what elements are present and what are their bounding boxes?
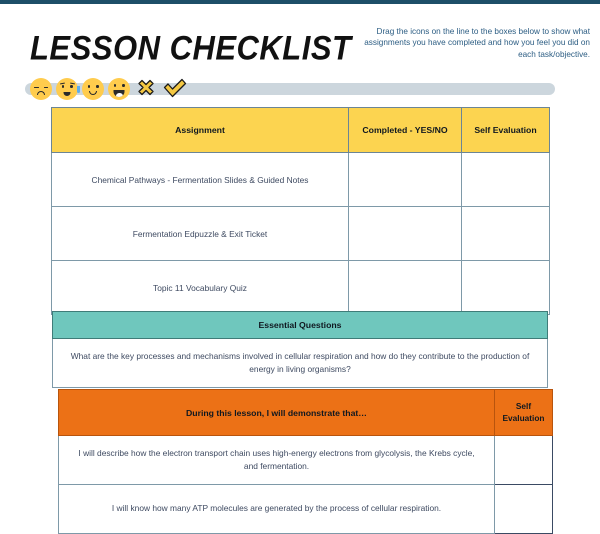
- icon-strip: [0, 76, 600, 102]
- draggable-icons-row: [30, 76, 186, 102]
- crying-face-icon[interactable]: [56, 78, 78, 100]
- sad-face-eye-right: [44, 85, 49, 88]
- table-row: [59, 485, 553, 534]
- completed-drop-cell[interactable]: [349, 153, 462, 207]
- crying-face-mouth: [64, 92, 71, 96]
- assignment-cell: Chemical Pathways - Fermentation Slides & Guided Notes: [52, 153, 349, 207]
- table-row: [52, 207, 550, 261]
- objective-self-evaluation-drop-cell[interactable]: [495, 436, 553, 485]
- completed-drop-cell[interactable]: [349, 207, 462, 261]
- assignment-table: [51, 107, 550, 315]
- sad-face-eye-left: [34, 85, 39, 88]
- happy-face-mouth: [114, 90, 125, 97]
- table-row: [52, 261, 550, 315]
- assignment-table-header-row: [52, 108, 550, 153]
- essential-questions-header-row: [53, 312, 548, 339]
- objective-cell: I will know how many ATP molecules are generated by the process of cellular respiration.: [59, 485, 495, 534]
- page-header: [0, 22, 600, 70]
- x-mark-icon[interactable]: [134, 77, 158, 101]
- completed-col-header: Completed - YES/NO: [349, 108, 462, 153]
- completed-drop-cell[interactable]: [349, 261, 462, 315]
- self-evaluation-drop-cell[interactable]: [462, 261, 550, 315]
- sad-face-icon[interactable]: [30, 78, 52, 100]
- happy-face-icon[interactable]: [108, 78, 130, 100]
- neutral-face-mouth: [89, 91, 97, 95]
- instructions-text: Drag the icons on the line to the boxes below to show what assignments you have completed and how you feel you did on each task/objective.: [364, 27, 590, 59]
- objective-self-evaluation-drop-cell[interactable]: [495, 485, 553, 534]
- table-row: [53, 339, 548, 388]
- self-evaluation-drop-cell[interactable]: [462, 153, 550, 207]
- assignment-cell: Topic 11 Vocabulary Quiz: [52, 261, 349, 315]
- self-evaluation-col-header: Self Evaluation: [462, 108, 550, 153]
- assignment-cell: Fermentation Edpuzzle & Exit Ticket: [52, 207, 349, 261]
- page-title: LESSON CHECKLIST: [30, 28, 352, 68]
- top-accent-bar: [0, 0, 600, 4]
- assignment-col-header: Assignment: [52, 108, 349, 153]
- sad-face-mouth: [37, 91, 45, 96]
- neutral-face-eye-left: [88, 85, 90, 88]
- essential-questions-body: What are the key processes and mechanisms involved in cellular respiration and how do they contribute to the production of energy in living organisms?: [53, 339, 548, 388]
- self-evaluation-drop-cell[interactable]: [462, 207, 550, 261]
- neutral-face-eye-right: [96, 85, 98, 88]
- crying-face-tear: [77, 86, 80, 93]
- happy-face-eye-right: [122, 84, 125, 87]
- essential-questions-header: Essential Questions: [53, 312, 548, 339]
- crying-face-eye-left: [62, 85, 64, 88]
- objectives-table-header-row: [59, 390, 553, 436]
- happy-face-eye-left: [114, 84, 117, 87]
- essential-questions-table: [52, 311, 548, 388]
- check-mark-icon[interactable]: [162, 77, 186, 101]
- crying-face-eye-right: [70, 85, 72, 88]
- objectives-table: [58, 389, 553, 534]
- objectives-col-header: During this lesson, I will demonstrate that…: [59, 390, 495, 436]
- table-row: [52, 153, 550, 207]
- table-row: [59, 436, 553, 485]
- objectives-self-evaluation-col-header: Self Evaluation: [495, 390, 553, 436]
- neutral-face-icon[interactable]: [82, 78, 104, 100]
- objective-cell: I will describe how the electron transport chain uses high-energy electrons from glycolysis, the Krebs cycle, and fermentation.: [59, 436, 495, 485]
